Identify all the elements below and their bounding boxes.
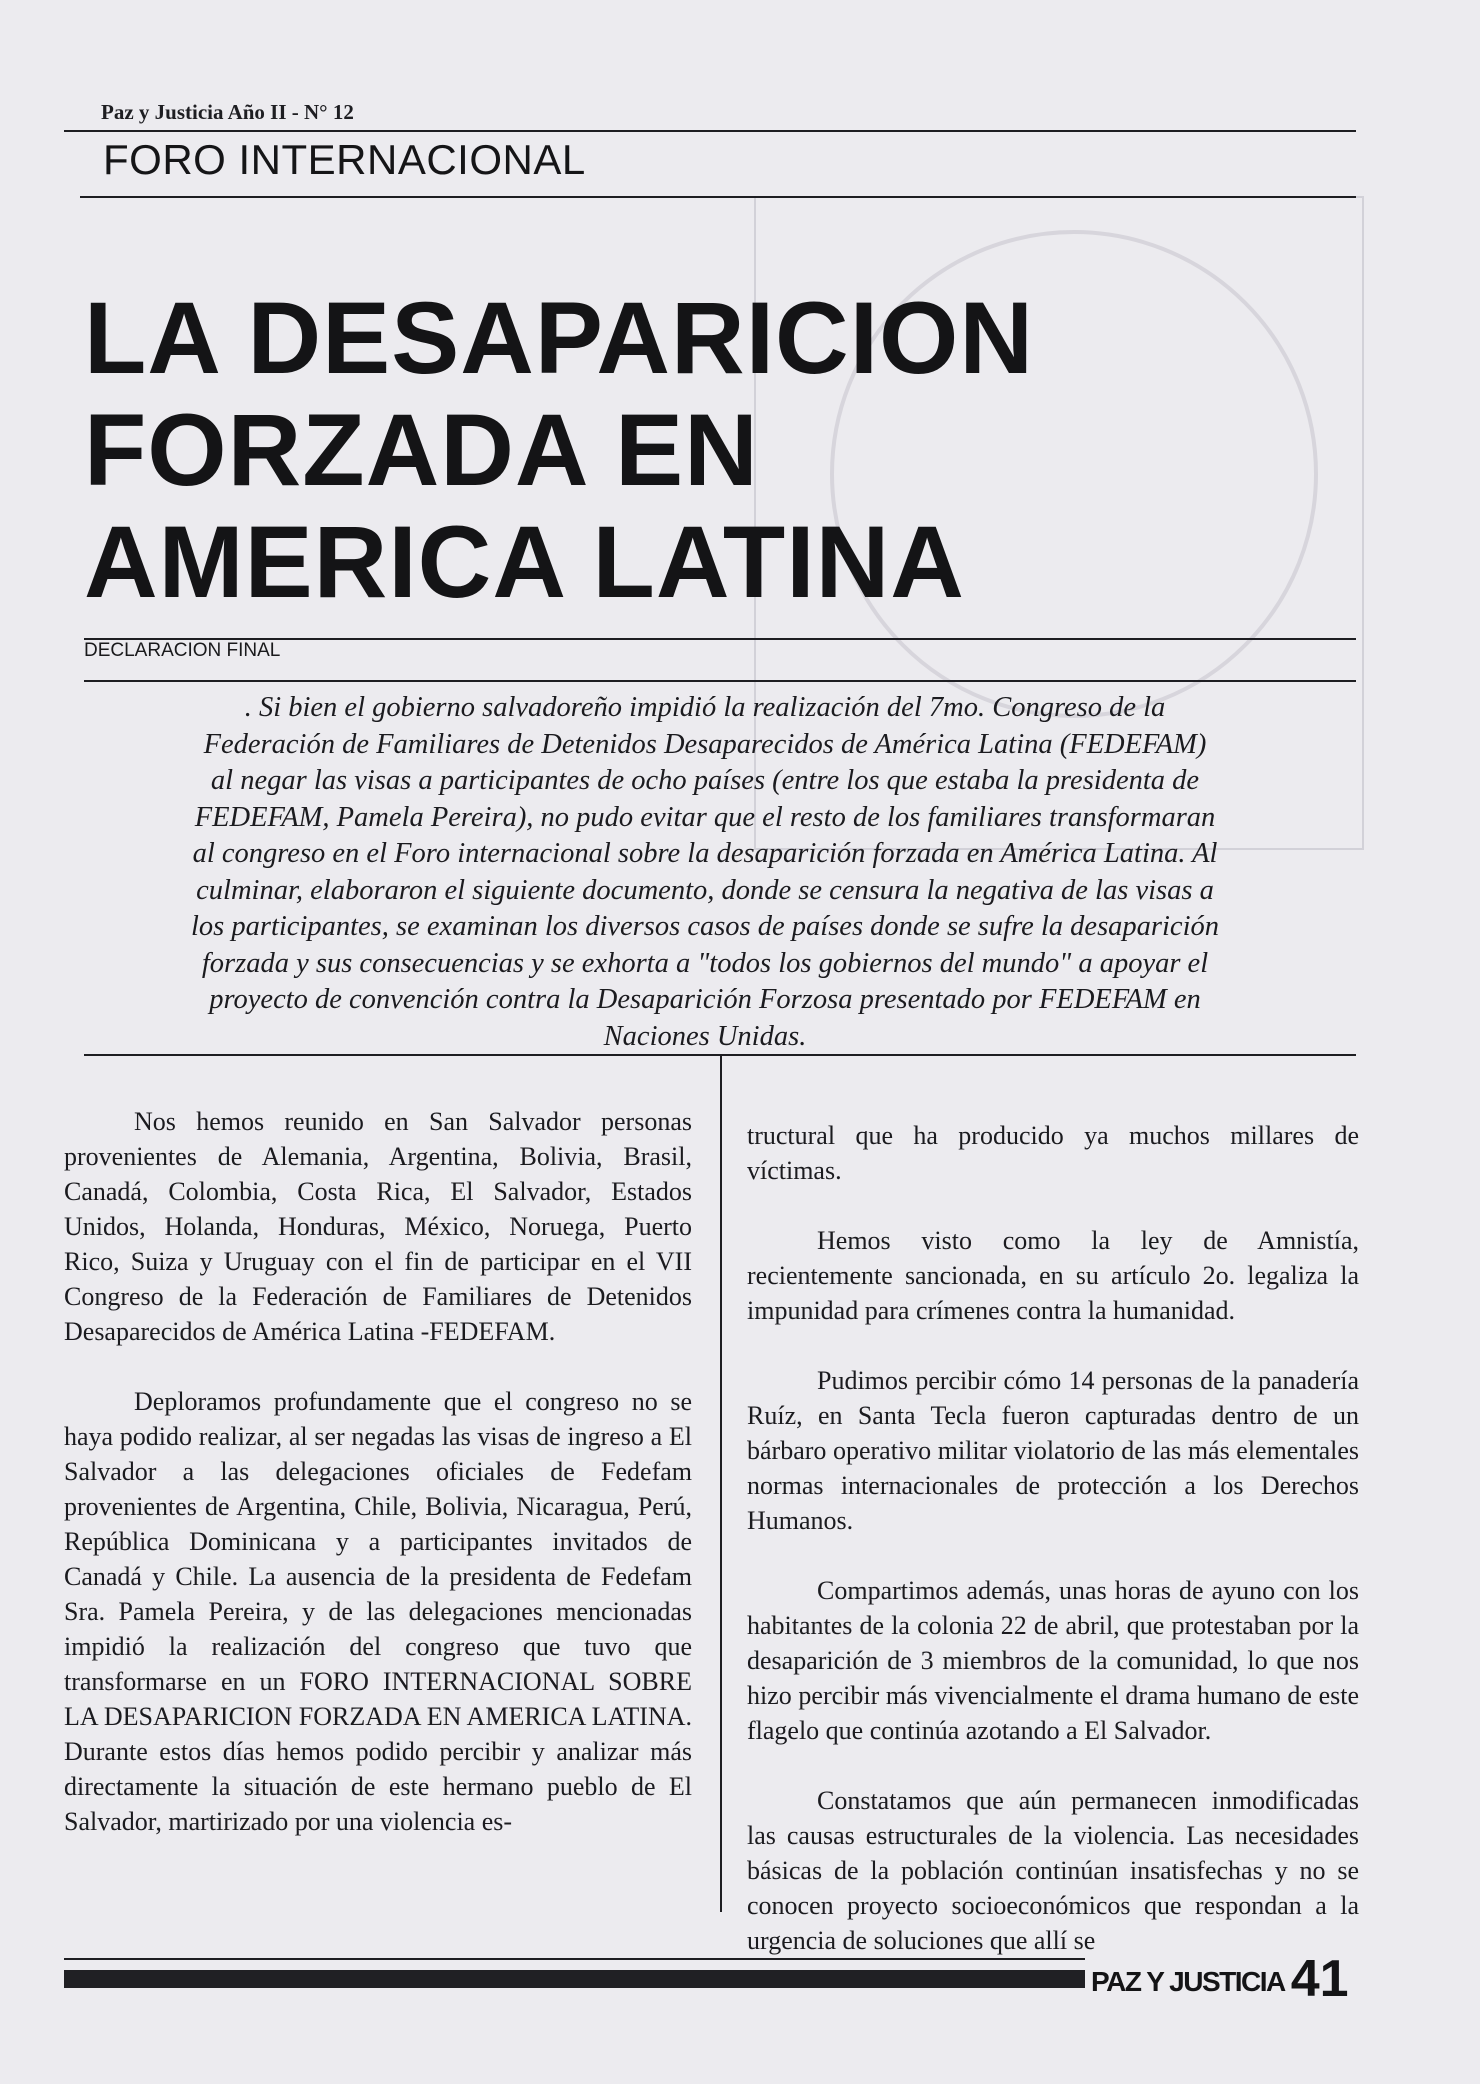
lede-line: FEDEFAM, Pamela Pereira), no pudo evitar que el resto de los familiares transformaran — [194, 801, 1216, 833]
lede-line: los participantes, se examinan los diversos casos de países donde se sufre la desaparición — [190, 911, 1219, 942]
section-label: FORO INTERNACIONAL — [103, 136, 586, 183]
lede-line: Naciones Unidas. — [603, 1020, 807, 1052]
running-head: Paz y Justicia Año II - N° 12 — [101, 100, 354, 124]
body-column-right — [747, 1118, 1359, 1993]
page-number: 41 — [1290, 1950, 1349, 2008]
body-column-left — [64, 1104, 692, 1874]
body-paragraph: Hemos visto como la ley de Amnistía, recientemente sancionada, en su artículo 2o. legaliza la impunidad para crímenes contra la humanidad. — [747, 1226, 1359, 1325]
lede-line: forzada y sus consecuencias y se exhorta a "todos los gobiernos del mundo" a apoyar el — [201, 947, 1209, 979]
lede-line: proyecto de convención contra la Desaparición Forzosa presentado por FEDEFAM en — [209, 984, 1201, 1015]
body-paragraph: Nos hemos reunido en San Salvador personas provenientes de Alemania, Argentina, Bolivia, Brasil, Canadá, Colombia, Costa Rica, El Salvador, Estados Unidos, Holanda, Honduras, México, Noruega, Puerto Rico, Suiza y Uruguay con el fin de participar en el VII Congreso de la Federación de Familiares de Detenidos Desaparecidos de América Latina -FEDEFAM. — [64, 1107, 692, 1346]
lede-line: al negar las visas a participantes de ocho países (entre los que estaba la presidenta de — [210, 765, 1200, 796]
kicker: DECLARACION FINAL — [84, 640, 281, 661]
body-paragraph: Compartimos además, unas horas de ayuno con los habitantes de la colonia 22 de abril, que protestaban por la desaparición de 3 miembros de la comunidad, lo que nos hizo percibir más vivencialmente el drama humano de este flagelo que continúa azotando a El Salvador. — [747, 1576, 1359, 1745]
headline-line: FORZADA EN — [84, 393, 759, 507]
lede — [110, 690, 1300, 1055]
header-rule — [64, 130, 1356, 132]
column-divider — [720, 1054, 722, 1912]
headline-line: LA DESAPARICION — [84, 281, 1035, 395]
headline-line: AMERICA LATINA — [84, 505, 965, 619]
lede-line: . Si bien el gobierno salvadoreño impidió la realización del 7mo. Congreso de la — [244, 692, 1166, 723]
body-paragraph: Pudimos percibir cómo 14 personas de la panadería Ruíz, en Santa Tecla fueron capturadas dentro de un bárbaro operativo militar violatorio de las más elementales normas internacionales de protección a los Derechos Humanos. — [747, 1366, 1359, 1535]
lede-line: al congreso en el Foro internacional sobre la desaparición forzada en América Latina. Al — [192, 838, 1218, 869]
headline — [84, 282, 1034, 618]
lede-line: Federación de Familiares de Detenidos Desaparecidos de América Latina (FEDEFAM) — [203, 728, 1207, 760]
footer-brand-block — [1085, 1950, 1355, 2008]
body-paragraph-continued: tructural que ha producido ya muchos millares de víctimas. — [747, 1121, 1359, 1185]
footer-brand: PAZ Y JUSTICIA — [1091, 1966, 1285, 1997]
lede-line: culminar, elaboraron el siguiente documento, donde se censura la negativa de las visas a — [196, 874, 1214, 906]
body-paragraph: Constatamos que aún permanecen inmodificadas las causas estructurales de la violencia. Las necesidades básicas de la población continúan insatisfechas y no se conocen proyecto socioeconómicos que respondan a la urgencia de soluciones que allí se — [747, 1786, 1359, 1955]
kicker-rule-bottom — [84, 680, 1356, 682]
section-rule — [80, 196, 1356, 198]
body-paragraph: Deploramos profundamente que el congreso no se haya podido realizar, al ser negadas las visas de ingreso a El Salvador a las delegaciones oficiales de Fedefam provenientes de Argentina, Chile, Bolivia, Nicaragua, Perú, República Dominicana y a participantes invitados de Canadá y Chile. La ausencia de la presidenta de Fedefam Sra. Pamela Pereira, y de las delegaciones mencionadas impidió la realización del congreso que tuvo que transformarse en un FORO INTERNACIONAL SOBRE LA DESAPARICION FORZADA EN AMERICA LATINA. Durante estos días hemos podido percibir y analizar más directamente la situación de este hermano pueblo de El Salvador, martirizado por una violencia es- — [64, 1387, 692, 1836]
